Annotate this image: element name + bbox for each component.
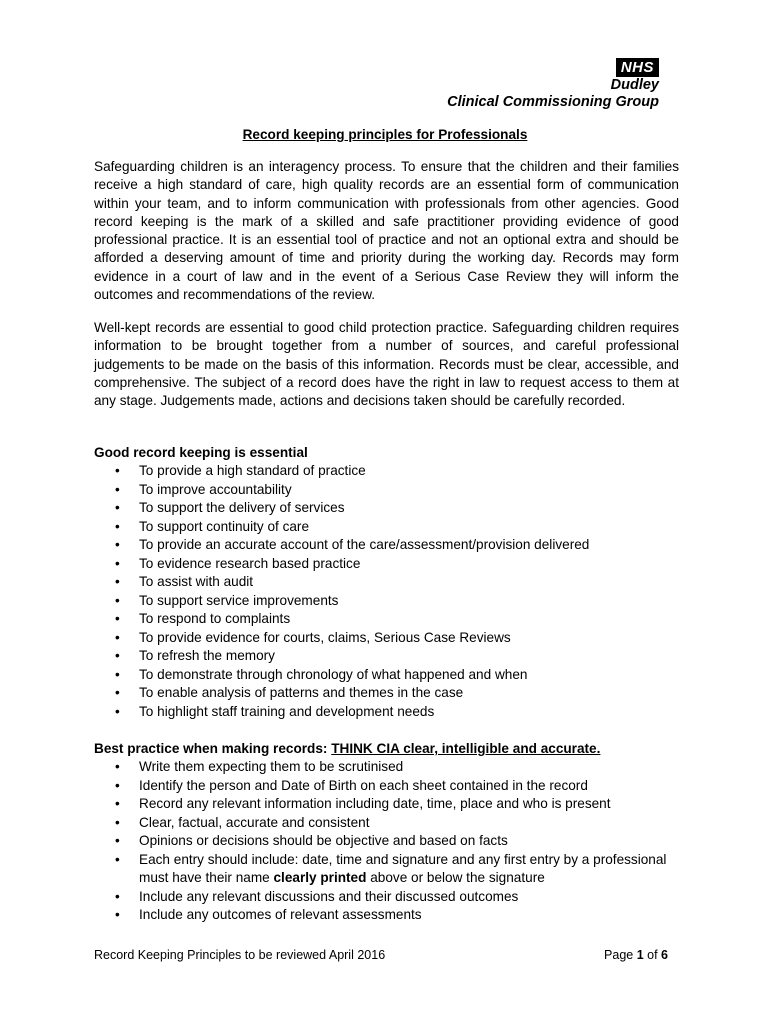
list-item: • To provide evidence for courts, claims, Serious Case Reviews [94,629,679,648]
list-item: • To support service improvements [94,592,679,611]
logo-line-ccg: Clinical Commissioning Group [447,94,659,110]
list-item: • To respond to complaints [94,610,679,629]
list-item: • To enable analysis of patterns and themes in the case [94,684,679,703]
section2-heading [94,740,600,758]
list-item [94,851,679,888]
item-text-bold: clearly printed [273,870,367,885]
page-label: Page [604,948,637,962]
section2-list [94,758,679,925]
list-item: • Include any relevant discussions and their discussed outcomes [94,888,679,907]
list-item: • To provide a high standard of practice [94,462,679,481]
list-item: • To support continuity of care [94,518,679,537]
list-item: • To highlight staff training and development needs [94,703,679,722]
item-text: above or below the signature [366,870,545,885]
nhs-logo [447,58,659,111]
page-current: 1 [636,948,644,962]
section2-heading-underlined: THINK CIA clear, intelligible and accurate. [331,741,601,756]
list-item: • To improve accountability [94,481,679,500]
item-text: Each entry should include: date, time and signature and any first entry by a professional must have their name [139,851,667,885]
nhs-badge: NHS [616,58,659,77]
list-item: • To evidence research based practice [94,555,679,574]
section1-heading: Good record keeping is essential [94,445,308,460]
list-item: • To assist with audit [94,573,679,592]
footer-text: Record Keeping Principles to be reviewed April 2016 [94,948,386,962]
list-item: • Opinions or decisions should be objective and based on facts [94,832,679,851]
page-title: Record keeping principles for Professionals [242,127,528,142]
list-item: • To provide an accurate account of the care/assessment/provision delivered [94,536,679,555]
list-item: • Record any relevant information including date, time, place and who is present [94,795,679,814]
list-item: • Clear, factual, accurate and consistent [94,814,679,833]
page-total: 6 [661,948,668,962]
list-item: • Write them expecting them to be scrutinised [94,758,679,777]
list-item: • Identify the person and Date of Birth on each sheet contained in the record [94,777,679,796]
list-item: • To support the delivery of services [94,499,679,518]
page-number [604,948,668,962]
second-paragraph: Well-kept records are essential to good child protection practice. Safeguarding children requires information to be brought together from a number of sources, and careful professional judgements to be made on the basis of this information. Records must be clear, accessible, and comprehensive. The subject of a record does have the right in law to request access to them at any stage. Judgements made, actions and decisions taken should be carefully recorded. [94,320,679,409]
intro-paragraph: Safeguarding children is an interagency process. To ensure that the children and their families receive a high standard of care, high quality records are an essential form of communication within your team, and to inform communication with professionals from other agencies. Good record keeping is the mark of a skilled and safe practitioner providing evidence of good professional practice. It is an essential tool of practice and not an optional extra and should be afforded a deserving amount of time and priority during the working day. Records may form evidence in a court of law and in the event of a Serious Case Review they will inform the outcomes and recommendations of the review. [94,159,679,303]
list-item: • Include any outcomes of relevant assessments [94,906,679,925]
section1-list [94,462,679,721]
list-item: • To refresh the memory [94,647,679,666]
section2-heading-text: Best practice when making records: [94,741,332,756]
of-label: of [643,948,662,962]
logo-line-dudley: Dudley [610,77,659,93]
list-item: • To demonstrate through chronology of what happened and when [94,666,679,685]
